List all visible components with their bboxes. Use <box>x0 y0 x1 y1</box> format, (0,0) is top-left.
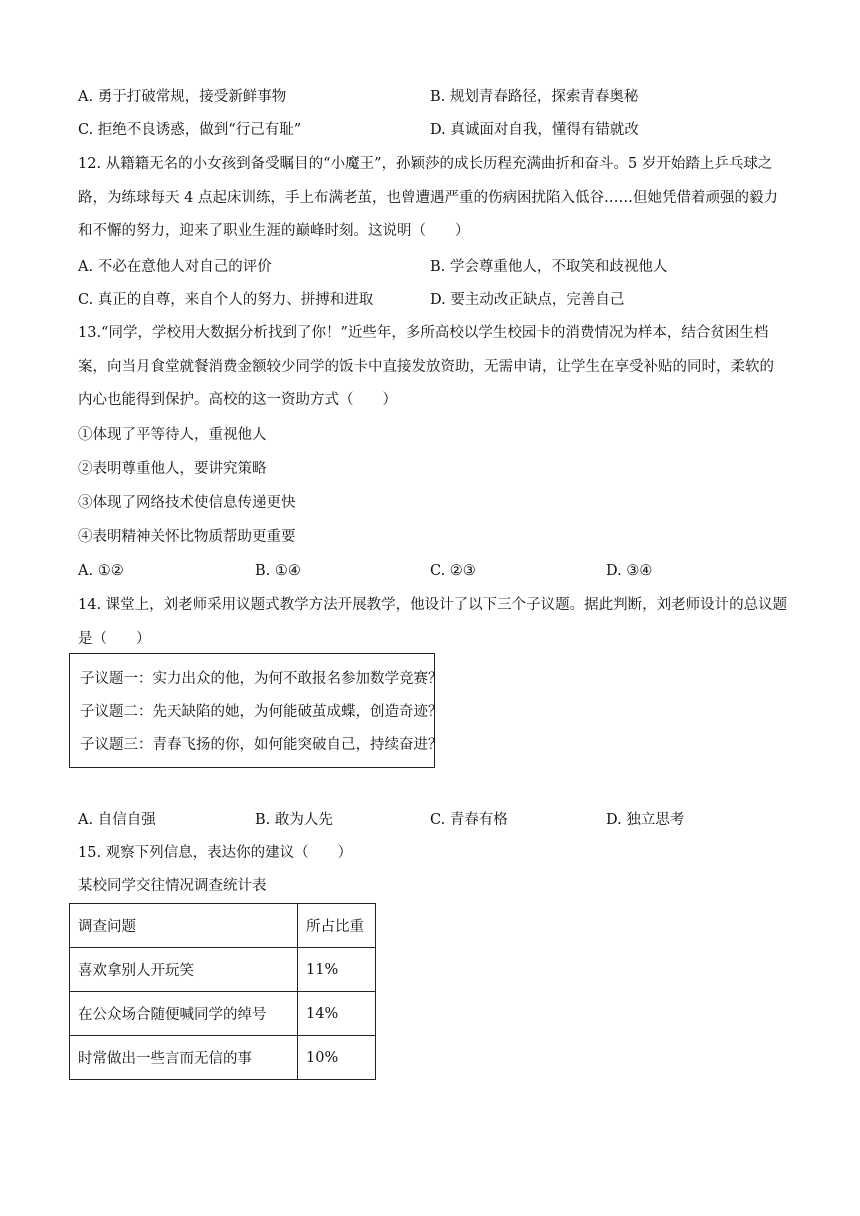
table-cell: 在公众场合随便喊同学的绰号 <box>70 992 298 1036</box>
q13-item-1: ①体现了平等待人，重视他人 <box>78 427 267 443</box>
table-cell: 11% <box>298 948 376 992</box>
table-cell: 喜欢拿别人开玩笑 <box>70 948 298 992</box>
table-cell: 14% <box>298 992 376 1036</box>
q13-option-a: A. ①② <box>78 563 124 579</box>
q14-sub-topic-2: 子议题二：先天缺陷的她，为何能破茧成蝶，创造奇迹？ <box>80 704 443 720</box>
table-header-cell: 所占比重 <box>298 904 376 948</box>
q11-option-c: C. 拒绝不良诱惑，做到“行己有耻” <box>78 122 302 138</box>
table-row <box>70 992 376 1036</box>
q14-sub-topics-box <box>69 653 443 768</box>
q12-stem: 12. 从籍籍无名的小女孩到备受瞩目的“小魔王”，孙颖莎的成长历程充满曲折和奋斗。5 岁开始踏上乒乓球之路，为练球每天 4 点起床训练，手上布满老茧，也曾遭遇严重的伤病困扰陷入低谷……但她凭借着顽强的毅力和不懈的努力，迎来了职业生涯的巅峰时刻。这说明（ ） <box>78 156 778 240</box>
q13-stem: 13.“同学，学校用大数据分析找到了你！”近些年，多所高校以学生校园卡的消费情况为样本，结合贫困生档案，向当月食堂就餐消费金额较少同学的饭卡中直接发放资助，无需申请，让学生在享受补贴的同时，柔软的内心也能得到保护。高校的这一资助方式（ ） <box>78 325 774 409</box>
q12-option-b: B. 学会尊重他人，不取笑和歧视他人 <box>430 259 668 275</box>
q11-option-d: D. 真诚面对自我，懂得有错就改 <box>430 122 639 138</box>
q13-option-c: C. ②③ <box>430 563 476 579</box>
q15-stem: 15. 观察下列信息，表达你的建议（ ） <box>78 845 353 861</box>
q13-item-4: ④表明精神关怀比物质帮助更重要 <box>78 529 296 545</box>
q11-option-b: B. 规划青春路径，探索青春奥秘 <box>430 89 639 105</box>
q15-table-title: 某校同学交往情况调查统计表 <box>78 878 267 894</box>
q14-option-c: C. 青春有格 <box>430 812 508 828</box>
q13-option-b: B. ①④ <box>255 563 301 579</box>
q15-survey-table <box>69 903 376 1080</box>
table-cell: 10% <box>298 1036 376 1080</box>
q14-sub-topic-1: 子议题一：实力出众的他，为何不敢报名参加数学竞赛？ <box>80 671 443 687</box>
q12-option-c: C. 真正的自尊，来自个人的努力、拼搏和进取 <box>78 292 374 308</box>
q12-option-d: D. 要主动改正缺点，完善自己 <box>430 292 625 308</box>
table-header-row <box>70 904 376 948</box>
q14-option-d: D. 独立思考 <box>606 812 685 828</box>
q12-option-a: A. 不必在意他人对自己的评价 <box>78 259 272 275</box>
table-row <box>70 1036 376 1080</box>
q11-option-a: A. 勇于打破常规，接受新鲜事物 <box>78 89 287 105</box>
q13-item-2: ②表明尊重他人，要讲究策略 <box>78 461 267 477</box>
q14-stem: 14. 课堂上，刘老师采用议题式教学方法开展教学，他设计了以下三个子议题。据此判断，刘老师设计的总议题是（ ） <box>78 597 788 647</box>
table-row <box>70 948 376 992</box>
table-header-cell: 调查问题 <box>70 904 298 948</box>
q14-option-b: B. 敢为人先 <box>255 812 333 828</box>
q13-item-3: ③体现了网络技术使信息传递更快 <box>78 495 296 511</box>
q14-option-a: A. 自信自强 <box>78 812 156 828</box>
table-cell: 时常做出一些言而无信的事 <box>70 1036 298 1080</box>
q14-sub-topic-3: 子议题三：青春飞扬的你，如何能突破自己，持续奋进？ <box>80 737 443 753</box>
q13-option-d: D. ③④ <box>606 563 653 579</box>
